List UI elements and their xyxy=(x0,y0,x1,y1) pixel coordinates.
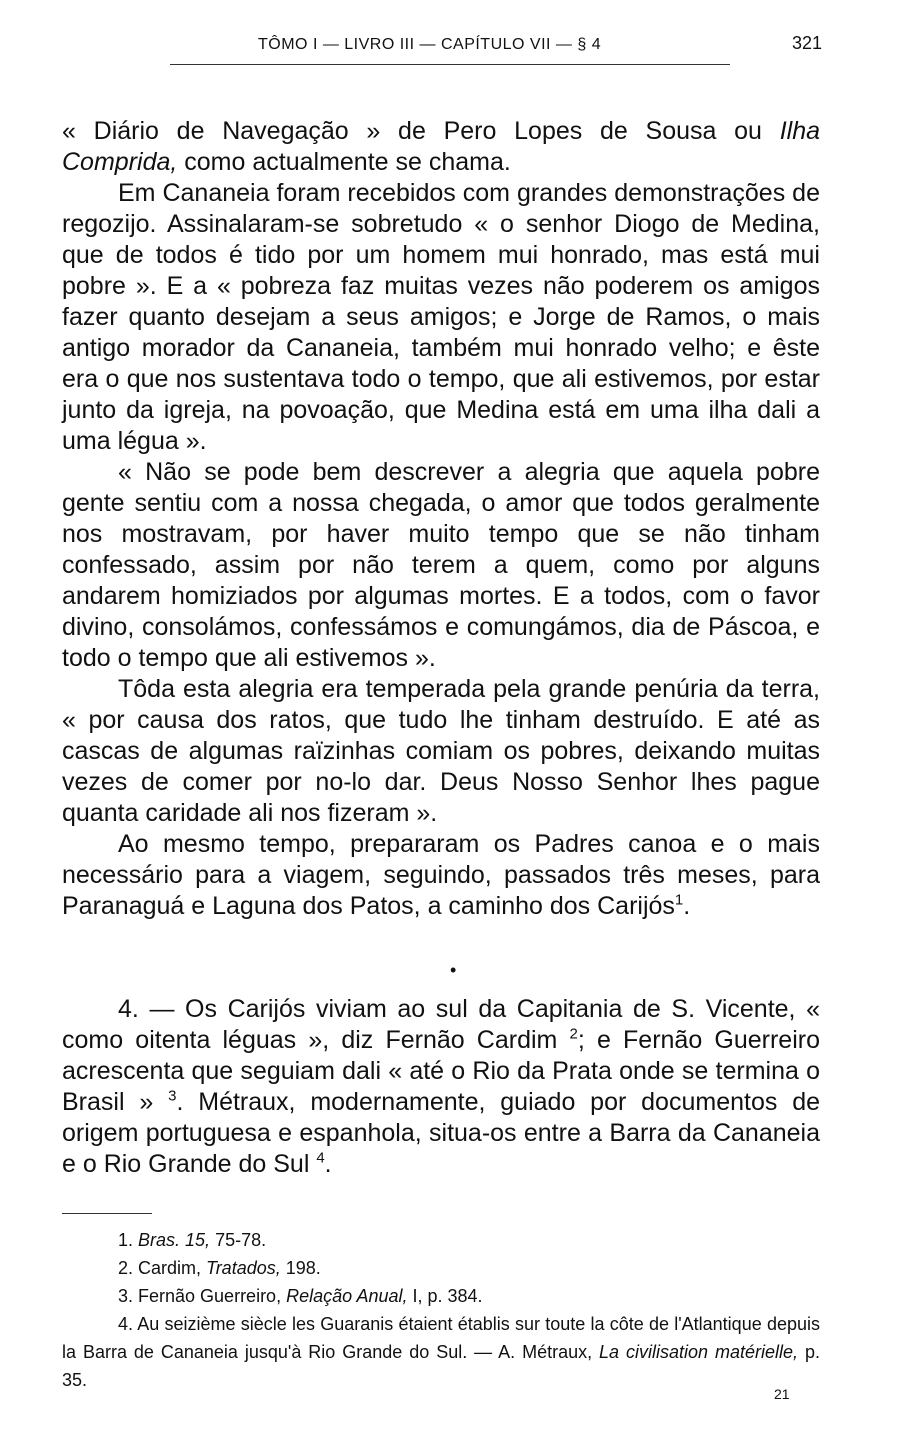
paragraph-1-text-a: « Diário de Navegação » de Pero Lopes de Sousa ou xyxy=(62,117,780,145)
section-4 xyxy=(62,994,820,1180)
main-text xyxy=(62,116,820,922)
section-4-paragraph xyxy=(62,994,820,1180)
paragraph-5 xyxy=(62,829,820,922)
footnote-4-italic: La civilisation matérielle, xyxy=(599,1342,799,1362)
paragraph-3: « Não se pode bem descrever a alegria que aquela pobre gente sentiu com a nossa chegada, o amor que todos geralmente nos mostravam, por haver muito tempo que se não tinham confessado, assim por não terem a quem, como por alguns andarem homiziados por algumas mortes. E a todos, com o favor divino, consolámos, confessámos e comungámos, dia de Páscoa, e todo o tempo que ali estivemos ». xyxy=(62,458,820,672)
footnotes xyxy=(62,1226,820,1394)
footnote-1-num: 1. xyxy=(118,1230,139,1250)
footnote-2-rest: 198. xyxy=(280,1258,321,1278)
paragraph-5-text: Ao mesmo tempo, prepararam os Padres canoa e o mais necessário para a viagem, seguindo, passados três meses, para Paranaguá e Laguna dos Patos, a caminho dos Carijós xyxy=(62,830,820,920)
footnote-2 xyxy=(62,1254,820,1282)
printer-signature: 21 xyxy=(774,1386,790,1402)
footnote-2-num: 2. Cardim, xyxy=(118,1258,207,1278)
footnote-1 xyxy=(62,1226,820,1254)
section-divider: • xyxy=(450,960,457,980)
paragraph-5-end: . xyxy=(683,892,691,920)
footnote-ref-3: 3 xyxy=(168,1087,177,1105)
footnote-3-num: 3. Fernão Guerreiro, xyxy=(118,1286,287,1306)
footnote-3 xyxy=(62,1282,820,1310)
footnote-4-text: 4. Au seizième siècle les Guaranis étaient établis sur toute la côte de l'Atlantique depuis la Barra de Cananeia jusqu'à Rio Grande do Sul. — A. Métraux, xyxy=(62,1314,820,1362)
paragraph-2: Em Cananeia foram recebidos com grandes demonstrações de regozijo. Assinalaram-se sobretudo « o senhor Diogo de Medina, que de todos é tido por um homem mui honrado, mas está mui pobre ». E a « pobreza faz muitas vezes não poderem os amigos fazer quanto desejam a seus amigos; e Jorge de Ramos, o mais antigo morador da Cananeia, também mui honrado velho; e êste era o que nos sustentava todo o tempo, que ali estivemos, por estar junto da igreja, na povoação, que Medina está em uma ilha dali a uma légua ». xyxy=(62,179,820,455)
footnote-1-italic: Bras. 15, xyxy=(138,1230,211,1250)
footnote-rule xyxy=(62,1213,152,1214)
section-4-text-d: . xyxy=(324,1150,332,1178)
paragraph-1 xyxy=(62,116,820,178)
section-4-text-a: 4. — Os Carijós viviam ao sul da Capitania de S. Vicente, « como oitenta léguas », diz Fernão Cardim xyxy=(62,995,820,1054)
header-rule xyxy=(170,64,730,65)
footnote-ref-4: 4 xyxy=(316,1149,325,1167)
section-4-text-b: ; e Fernão Guerreiro acrescenta que seguiam dali « até o Rio da Prata onde se termina o Brasil » xyxy=(62,1026,820,1116)
footnote-1-rest: 75-78. xyxy=(210,1230,267,1250)
footnote-3-rest: I, p. 384. xyxy=(407,1286,483,1306)
paragraph-1-text-b: como actualmente se chama. xyxy=(177,148,511,176)
footnote-4 xyxy=(62,1310,820,1394)
footnote-4-rest: p. 35. xyxy=(62,1342,820,1390)
footnote-ref-2: 2 xyxy=(569,1025,578,1043)
footnote-3-italic: Relação Anual, xyxy=(286,1286,408,1306)
footnote-2-italic: Tratados, xyxy=(206,1258,281,1278)
running-header: TÔMO I — LIVRO III — CAPÍTULO VII — § 4 xyxy=(258,36,602,53)
paragraph-4: Tôda esta alegria era temperada pela grande penúria da terra, « por causa dos ratos, que tudo lhe tinham destruído. E até as cascas de algumas raïzinhas comiam os pobres, deixando muitas vezes de comer por no-lo dar. Deus Nosso Senhor lhes pague quanta caridade ali nos fizeram ». xyxy=(62,675,820,827)
section-4-text-c: . Métraux, modernamente, guiado por documentos de origem portuguesa e espanhola, situa-os entre a Barra da Cananeia e o Rio Grande do Sul xyxy=(62,1088,820,1178)
footnote-ref-1: 1 xyxy=(674,891,684,909)
page-number: 321 xyxy=(792,33,823,53)
paragraph-1-italic: Ilha Comprida, xyxy=(62,117,820,176)
